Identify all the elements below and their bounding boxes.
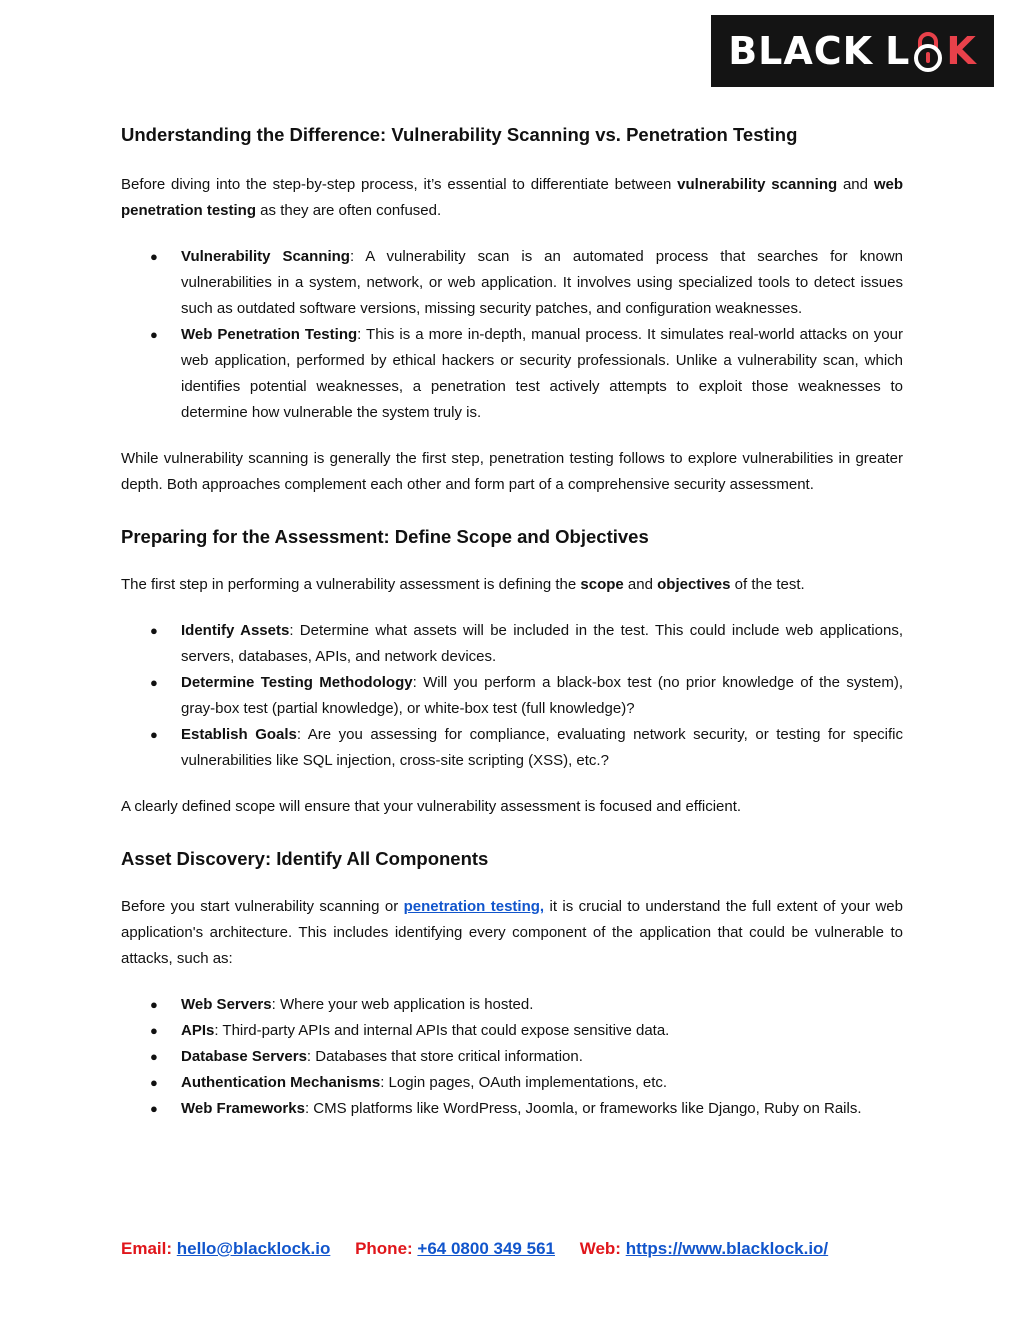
bullet-icon: ● bbox=[150, 623, 158, 638]
email-link[interactable]: hello@blacklock.io bbox=[176, 1239, 331, 1258]
bullet-icon: ● bbox=[150, 1049, 158, 1064]
paragraph-intro-difference: Before diving into the step-by-step process, it’s essential to differentiate between vulnerability scanning and web penetration testing as they are often confused. bbox=[121, 176, 903, 219]
list-item: ● Web Frameworks: CMS platforms like WordPress, Joomla, or frameworks like Django, Ruby on Rails. bbox=[121, 1096, 903, 1122]
bullet-list-scope bbox=[121, 618, 903, 774]
penetration-testing-link[interactable]: penetration testing, bbox=[403, 898, 545, 915]
list-item: ● Web Servers: Where your web application is hosted. bbox=[121, 992, 903, 1018]
list-item: ● Establish Goals: Are you assessing for compliance, evaluating network security, or testing for specific vulnerabilities like SQL injection, cross-site scripting (XSS), etc.? bbox=[121, 722, 903, 774]
list-item: ● Database Servers: Databases that store critical information. bbox=[121, 1044, 903, 1070]
logo-text-l: L bbox=[885, 29, 911, 73]
bullet-list-difference bbox=[121, 244, 903, 426]
section-heading-asset-discovery: Asset Discovery: Identify All Components bbox=[121, 848, 489, 869]
paragraph-intro-asset-discovery: Before you start vulnerability scanning or penetration testing, it is crucial to understand the full extent of your web application's architecture. This includes identifying every component of the application that could be vulnerable to attacks, such as: bbox=[121, 898, 903, 967]
bullet-icon: ● bbox=[150, 1101, 158, 1116]
web-label: Web: bbox=[579, 1239, 621, 1258]
section-heading-scope: Preparing for the Assessment: Define Scope and Objectives bbox=[121, 526, 649, 547]
list-item: ● Web Penetration Testing: This is a more in-depth, manual process. It simulates real-world attacks on your web application, performed by ethical hackers or security professionals. Unlike a vulnerability scan, which identifies potential weaknesses, a penetration test actively attempts to exploit those weaknesses to determine how vulnerable the system truly is. bbox=[121, 322, 903, 426]
list-item: ● Identify Assets: Determine what assets will be included in the test. This could include web applications, servers, databases, APIs, and network devices. bbox=[121, 618, 903, 670]
phone-link[interactable]: +64 0800 349 561 bbox=[417, 1239, 555, 1258]
logo-text-black: BLACK bbox=[728, 29, 874, 73]
logo-text-k: K bbox=[946, 29, 977, 73]
padlock-icon bbox=[912, 30, 944, 72]
section-heading-difference: Understanding the Difference: Vulnerability Scanning vs. Penetration Testing bbox=[121, 124, 798, 145]
bullet-icon: ● bbox=[150, 727, 158, 742]
paragraph-outro-scope: A clearly defined scope will ensure that your vulnerability assessment is focused and efficient. bbox=[121, 798, 742, 815]
bullet-icon: ● bbox=[150, 675, 158, 690]
bullet-icon: ● bbox=[150, 1075, 158, 1090]
paragraph-outro-difference: While vulnerability scanning is generally the first step, penetration testing follows to explore vulnerabilities in greater depth. Both approaches complement each other and form part of a comprehensive security assessment. bbox=[121, 450, 903, 493]
phone-label: Phone: bbox=[355, 1239, 413, 1258]
list-item: ● Determine Testing Methodology: Will you perform a black-box test (no prior knowledge of the system), gray-box test (partial knowledge), or white-box test (full knowledge)? bbox=[121, 670, 903, 722]
bullet-icon: ● bbox=[150, 249, 158, 264]
contact-footer bbox=[121, 1236, 828, 1262]
blacklock-logo bbox=[711, 15, 994, 87]
bullet-list-asset-discovery bbox=[121, 992, 903, 1122]
website-link[interactable]: https://www.blacklock.io/ bbox=[625, 1239, 829, 1258]
list-item: ● APIs: Third-party APIs and internal APIs that could expose sensitive data. bbox=[121, 1018, 903, 1044]
bullet-icon: ● bbox=[150, 1023, 158, 1038]
bullet-icon: ● bbox=[150, 327, 158, 342]
list-item: ● Vulnerability Scanning: A vulnerability scan is an automated process that searches for known vulnerabilities in a system, network, or web application. It involves using specialized tools to detect issues such as outdated software versions, missing security patches, and configuration weaknesses. bbox=[121, 244, 903, 322]
email-label: Email: bbox=[121, 1239, 173, 1258]
paragraph-intro-scope: The first step in performing a vulnerability assessment is defining the scope and objectives of the test. bbox=[121, 576, 805, 593]
list-item: ● Authentication Mechanisms: Login pages, OAuth implementations, etc. bbox=[121, 1070, 903, 1096]
document-body bbox=[121, 122, 903, 1122]
bullet-icon: ● bbox=[150, 997, 158, 1012]
